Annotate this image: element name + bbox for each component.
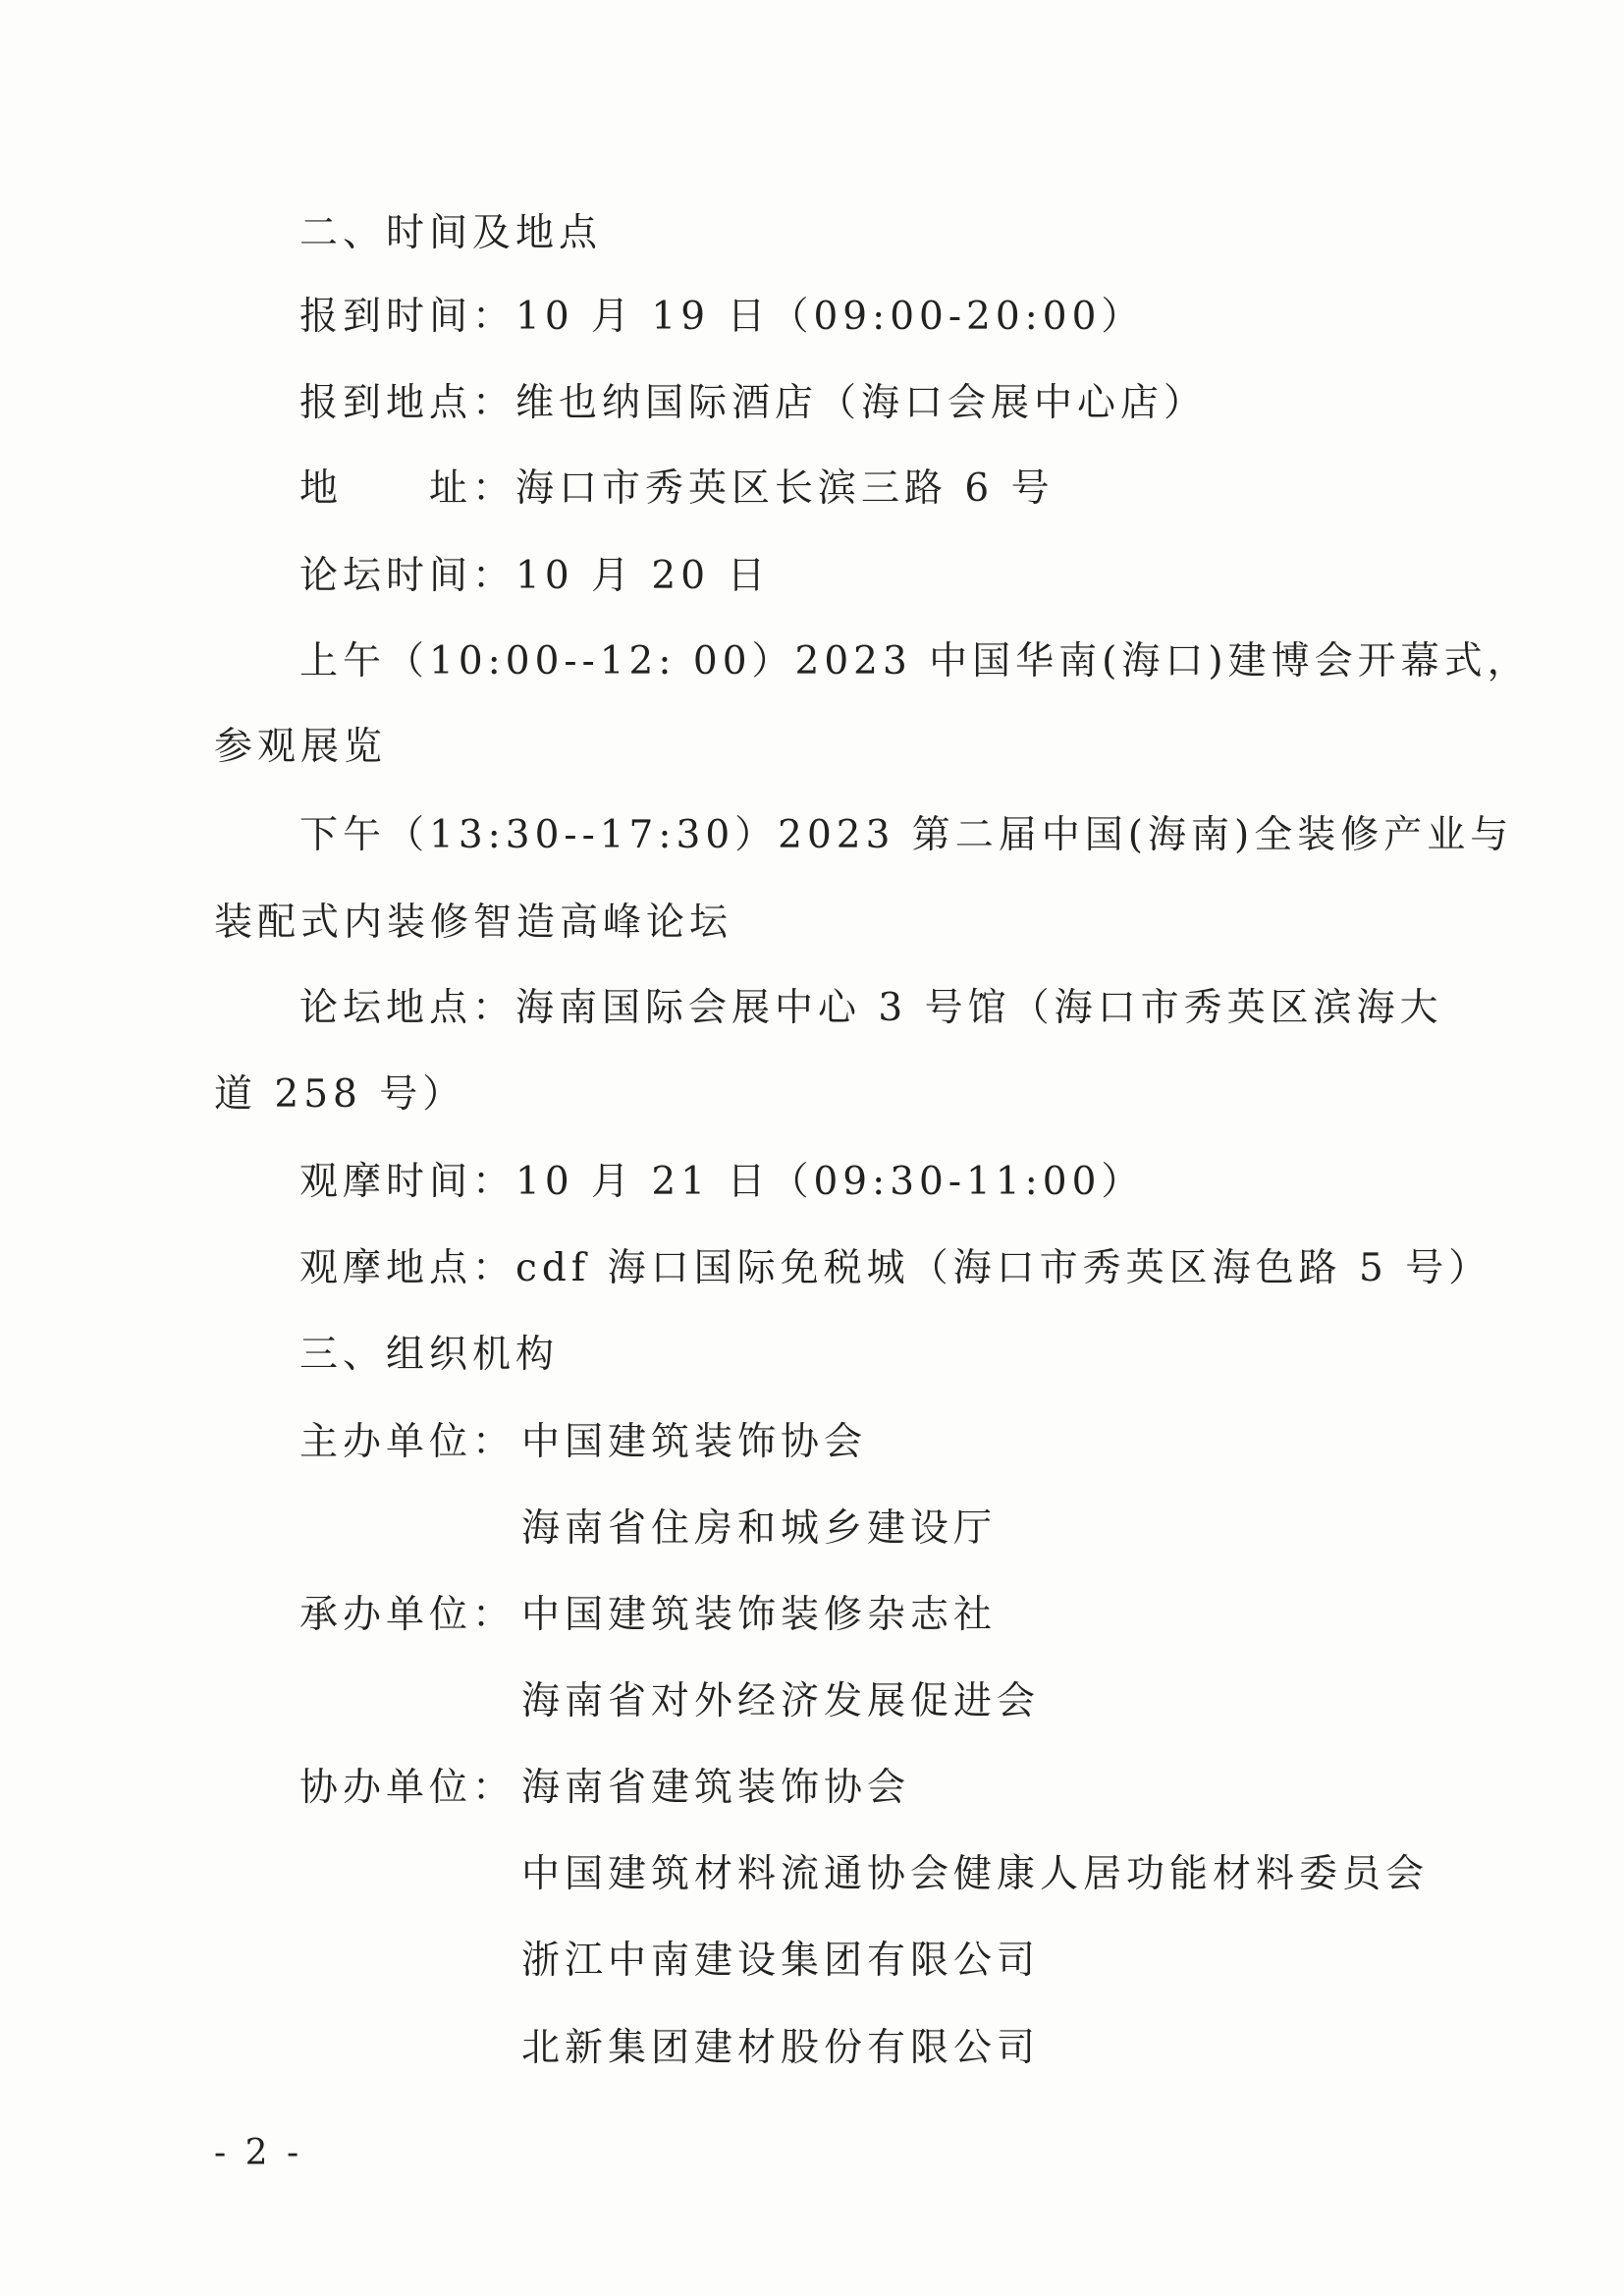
host-item: 中国建筑装饰协会 (521, 1420, 868, 1464)
forum-time: 论坛时间：10 月 20 日 (299, 554, 771, 598)
checkin-time: 报到时间：10 月 19 日（09:00-20:00） (299, 295, 1145, 339)
section-heading-time-place: 二、时间及地点 (299, 211, 603, 255)
visit-place: 观摩地点：cdf 海口国际免税城（海口市秀英区海色路 5 号） (299, 1246, 1492, 1290)
page-number: - 2 - (214, 2133, 303, 2173)
coorganizer-item: 海南省建筑装饰协会 (521, 1766, 911, 1810)
coorganizer-item: 浙江中南建设集团有限公司 (521, 1939, 1041, 1983)
forum-place-line1: 论坛地点：海南国际会展中心 3 号馆（海口市秀英区滨海大 (299, 986, 1443, 1030)
morning-schedule-line2: 参观展览 (214, 725, 388, 769)
coorganizer-label: 协办单位： (299, 1766, 516, 1810)
host-label: 主办单位： (299, 1420, 516, 1464)
morning-schedule-line1: 上午（10:00--12: 00）2023 中国华南(海口)建博会开幕式， (299, 639, 1531, 683)
visit-time: 观摩时间：10 月 21 日（09:30-11:00） (299, 1160, 1145, 1204)
address: 地 址：海口市秀英区长滨三路 6 号 (299, 466, 1055, 511)
coorganizer-item: 北新集团建材股份有限公司 (521, 2026, 1041, 2070)
coorganizer-item: 中国建筑材料流通协会健康人居功能材料委员会 (521, 1852, 1430, 1896)
host-item: 海南省住房和城乡建设厅 (521, 1506, 998, 1551)
afternoon-schedule-line2: 装配式内装修智造高峰论坛 (214, 901, 733, 945)
section-heading-organization: 三、组织机构 (299, 1333, 560, 1377)
afternoon-schedule-line1: 下午（13:30--17:30）2023 第二届中国(海南)全装修产业与 (299, 813, 1514, 857)
organizer-item: 海南省对外经济发展促进会 (521, 1679, 1041, 1723)
forum-place-line2: 道 258 号） (214, 1072, 466, 1117)
organizer-item: 中国建筑装饰装修杂志社 (521, 1593, 998, 1637)
checkin-place: 报到地点：维也纳国际酒店（海口会展中心店） (299, 381, 1208, 425)
organizer-label: 承办单位： (299, 1593, 516, 1637)
